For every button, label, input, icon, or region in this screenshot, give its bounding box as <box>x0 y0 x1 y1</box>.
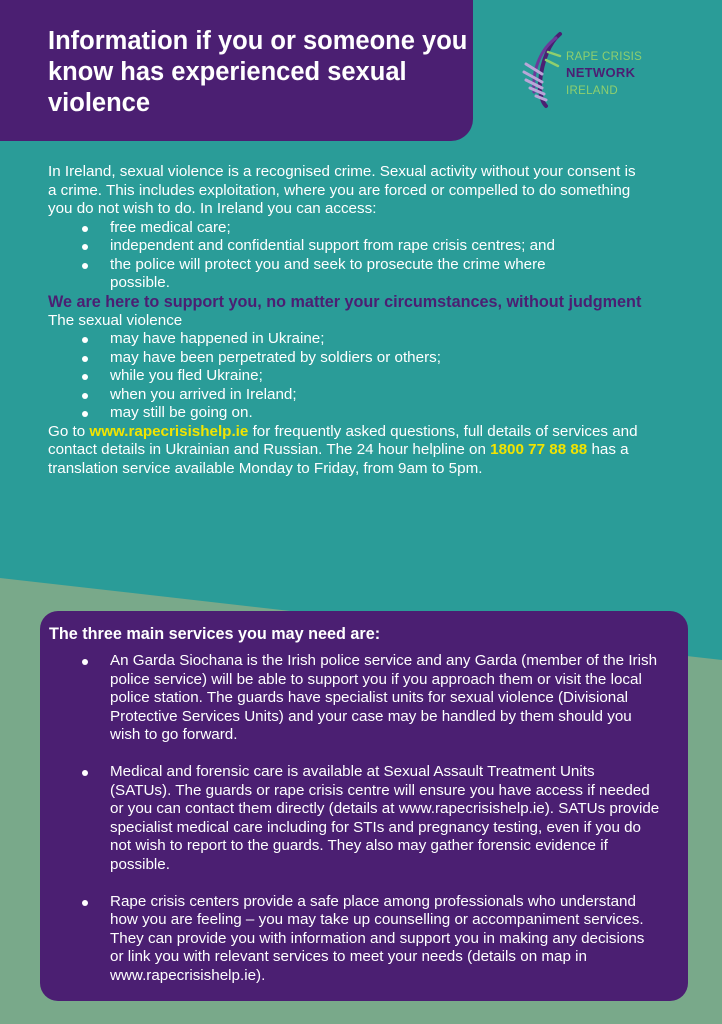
circumstances-list <box>48 330 688 423</box>
list-item: independent and confidential support from rape crisis centres; and <box>48 237 608 256</box>
services-box <box>40 611 688 1001</box>
rape-crisis-network-logo <box>520 30 700 110</box>
list-item: while you fled Ukraine; <box>48 367 688 386</box>
feather-icon <box>520 30 570 110</box>
services-list <box>48 652 660 1004</box>
contact-prefix: Go to <box>48 422 90 440</box>
contact-suffix: has a translation service available Monday to Friday, from 9am to 5pm. <box>48 441 629 477</box>
list-item: Medical and forensic care is available at Sexual Assault Treatment Units (SATUs). The guards or rape crisis centre will ensure you have access if needed or you can contact them directly (details at www.rapecrisishelp.ie). SATUs provide specialist medical care including for STIs and pregnancy testing, even if you do not wish to report to the guards. They also may gather forensic evidence if possible. <box>48 763 660 874</box>
intro-paragraph: In Ireland, sexual violence is a recognised crime. Sexual activity without your consent is a crime. This includes exploitation, where you are forced or compelled to do something you do not wish to do. In Ireland you can access: <box>48 163 636 217</box>
website-link[interactable]: www.rapecrisishelp.ie <box>89 422 249 440</box>
services-heading: The three main services you may need are: <box>49 625 381 643</box>
access-list <box>48 219 608 293</box>
logo-line-3: IRELAND <box>566 85 618 97</box>
logo-line-1: RAPE CRISIS <box>566 51 643 63</box>
helpline-number[interactable]: 1800 77 88 88 <box>490 441 588 458</box>
list-item: free medical care; <box>48 219 608 238</box>
contact-middle: for frequently asked questions, full details of services and contact details in Ukrainian and Russian. The 24 hour helpline on <box>48 422 638 458</box>
list-item: Rape crisis centers provide a safe place among professionals who understand how you are feeling – you may take up counselling or accompaniment services. They can provide you with information and support you in making any decisions or link you with relevant services to meet your needs (details on map in www.rapecrisishelp.ie). <box>48 893 660 986</box>
main-content <box>48 163 688 478</box>
support-heading: We are here to support you, no matter your circumstances, without judgment <box>48 292 642 311</box>
list-item: An Garda Siochana is the Irish police service and any Garda (member of the Irish police service) will be able to support you if you approach them or visit the local police station. The guards have specialist units for sexual violence (Divisional Protective Services Units) and your case may be handled by them should you wish to go forward. <box>48 652 660 745</box>
contact-paragraph <box>48 423 688 479</box>
header-banner <box>0 0 473 141</box>
list-item: may have happened in Ukraine; <box>48 330 688 349</box>
page-title: Information if you or someone you know has experienced sexual violence <box>48 27 468 117</box>
list-item: may have been perpetrated by soldiers or others; <box>48 349 688 368</box>
list-item: when you arrived in Ireland; <box>48 386 688 405</box>
list-item: may still be going on. <box>48 404 688 423</box>
list-item: the police will protect you and seek to prosecute the crime where possible. <box>48 256 608 293</box>
logo-line-2: NETWORK <box>566 65 636 80</box>
violence-lead: The sexual violence <box>48 311 183 329</box>
